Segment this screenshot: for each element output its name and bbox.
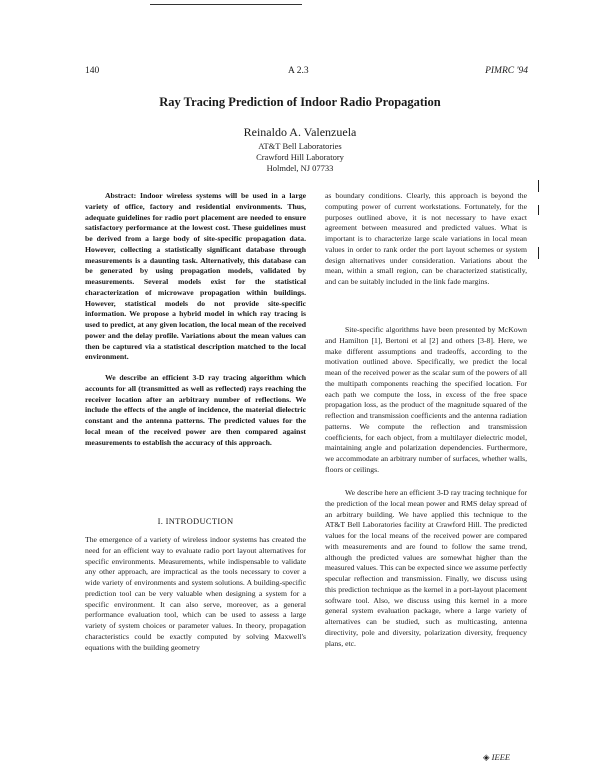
body-paragraph: as boundary conditions. Clearly, this approach is beyond the computing power of current workstations. Fortunately, for the purposes outlined above, it is not necessary to have exact agreement between measured and predicted values. What is important is to characterize large scale variations in local mean values in order to rank order the port layout schemes or system design alternatives under consideration. Variations about the mean, within a small region, can be characterized statistically, and can be suitably included in the link fade margins. (325, 191, 527, 286)
abstract-paragraph-1: Abstract: Indoor wireless systems will be used in a large variety of office, factory and residential environments. Thus, adequate guidelines for radio port placement are needed to ensure satisfactory performance at the lowest cost. These guidelines must be derived from a large body of site-specific propagation data. However, collecting a statistically significant database through measurements is a daunting task. Alternatively, this database can be generated by using propagation models, validated by measurements. Several models exist for the statistical characterization of microwave propagation within buildings. However, statistical models do not provide site-specific information. We propose a hybrid model in which ray tracing is used to predict, at any given location, the local mean of the received power and the delay profile. Variations about the mean values can then be captured via a statistical description matched to the local environment. (85, 191, 306, 362)
body-paragraph: We describe here an efficient 3-D ray tracing technique for the prediction of the local mean power and RMS delay spread of an arbitrary building. We have applied this technique to the AT&T Bell Laboratories facility at Crawford Hill. The predicted values for the local means of the received power are compared with measurements and are found to follow the same trend, although the predicted values are somewhat higher than the measured values. This can be expected since we assume perfectly specular reflection and transmission. Finally, we discuss using this prediction technique as the kernel in a port-layout placement software tool. Also, we discuss using this kernel in a more general system evaluation package, where a large variety of alternatives can be studied, such as multicasting, antenna directivity, pole and diversity, polarization diversity, frequency plans, etc. (325, 488, 527, 648)
introduction-heading: I. INTRODUCTION (157, 516, 234, 526)
affiliation-city: Holmdel, NJ 07733 (266, 163, 334, 173)
margin-mark (538, 247, 539, 259)
section-code: A 2.3 (288, 66, 309, 76)
affiliation-lab: Crawford Hill Laboratory (256, 152, 344, 162)
ieee-logo (483, 752, 510, 763)
conference-name: PIMRC '94 (485, 66, 528, 76)
paper-title: Ray Tracing Prediction of Indoor Radio Propagation (159, 95, 441, 109)
right-column-paragraph-1 (325, 191, 527, 288)
top-rule (150, 4, 302, 5)
affiliation-org: AT&T Bell Laboratories (258, 141, 342, 151)
body-paragraph: Site-specific algorithms have been presented by McKown and Hamilton [1], Bertoni et al [2] and others [3-8]. Here, we make different assumptions and tradeoffs, according to the motivation outlined above. Specifically, we predict the local mean of the received power as the scalar sum of the powers of all the multipath components reaching the specified location. For each path we compute the loss, in excess of the free space propagation loss, as the product of the magnitude squared of the reflection and transmission coefficients and the antenna radiation patterns. We compute the reflection and transmission coefficients, for each object, from a multilayer dielectric model, maintaining angle and polarization dependencies. Furthermore, we accommodate an arbitrary number of surfaces, whether walls, floors or ceilings. (325, 325, 527, 474)
right-column-paragraph-2 (325, 325, 527, 476)
right-column-paragraph-3 (325, 488, 527, 649)
ieee-diamond-icon: ◈ (483, 752, 490, 762)
abstract (85, 191, 306, 448)
author-name: Reinaldo A. Valenzuela (243, 125, 357, 139)
introduction-paragraph-1: The emergence of a variety of wireless indoor systems has created the need for an efficient way to evaluate radio port layout alternatives for specific environments. Measurements, while indispensable to validate any other approach, are impractical as the tools necessary to cover a wide variety of environments and system solutions. A building-specific prediction tool can be very valuable when designing a system for a specific environment. It can also serve, moreover, as a general performance evaluation tool, which can be used to assess a large variety of system choices or parameter values. In theory, propagation characteristics could be exactly computed by solving Maxwell's equations with the building geometry (85, 535, 306, 652)
introduction-body (85, 535, 306, 653)
ieee-logo-text: IEEE (491, 752, 511, 762)
margin-mark (538, 205, 539, 215)
margin-mark (538, 180, 539, 192)
abstract-paragraph-2: We describe an efficient 3-D ray tracing algorithm which accounts for all (transmitted as well as reflected) rays reaching the receiver location after an arbitrary number of reflections. We include the effects of the angle of incidence, the material dielectric constant and the antenna patterns. The predicted values for the local mean of the received power are then compared against measurements to establish the accuracy of this approach. (85, 373, 306, 447)
page-number: 140 (85, 66, 100, 76)
